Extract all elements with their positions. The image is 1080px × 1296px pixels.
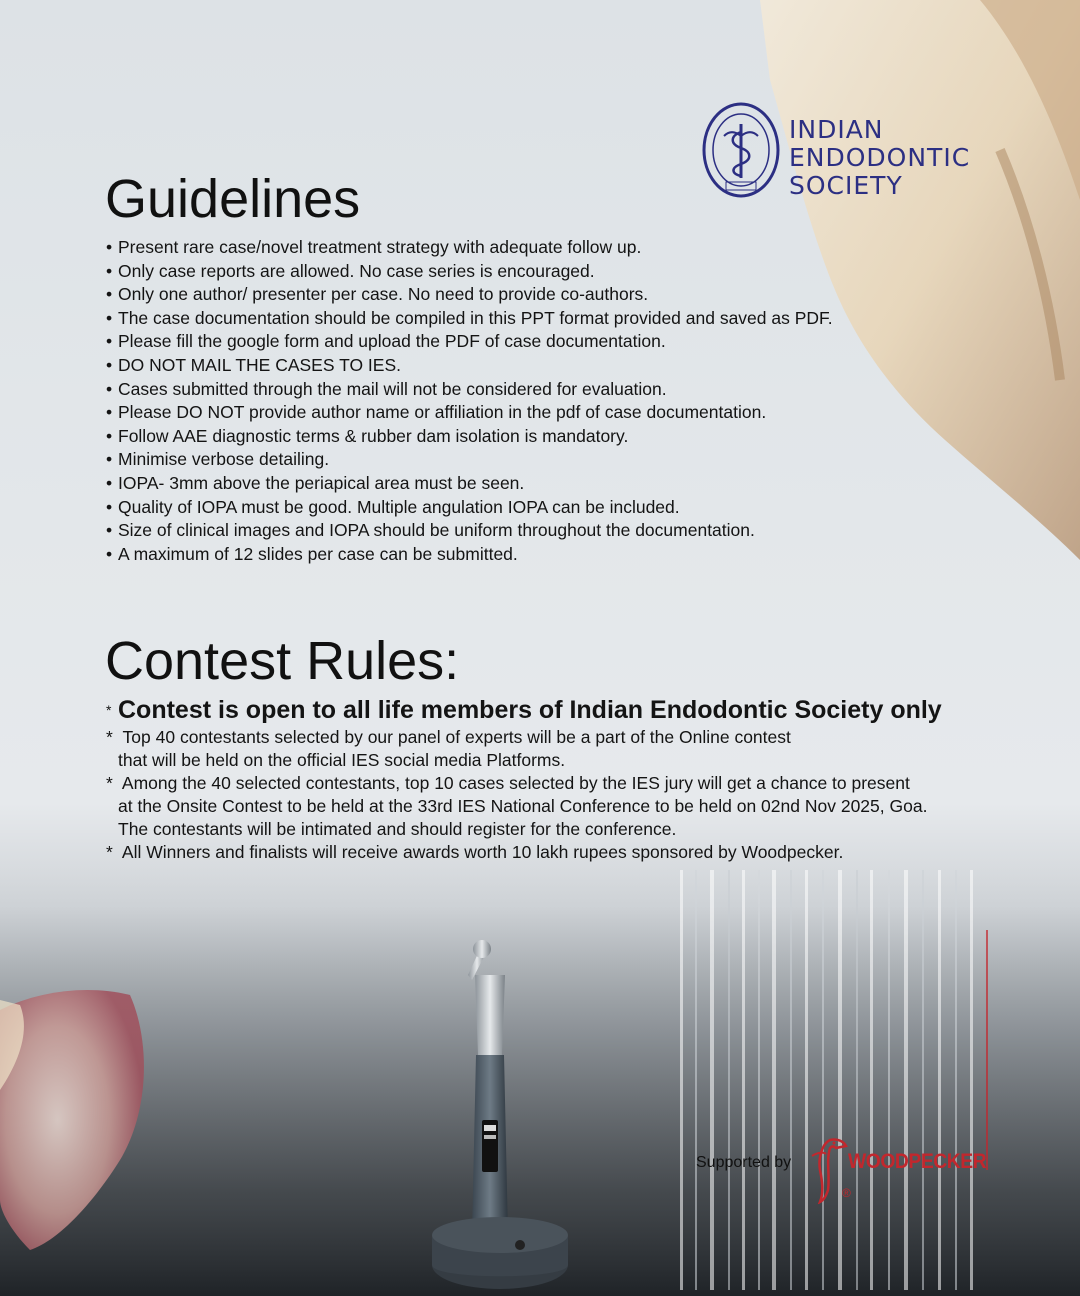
list-item: • Cases submitted through the mail will not be considered for evaluation. — [106, 378, 833, 402]
registered-mark: ® — [842, 1186, 851, 1200]
ies-seal-icon — [700, 92, 782, 212]
ies-logo — [700, 92, 990, 212]
logo-line-1: INDIAN — [789, 115, 884, 144]
rule-line: that will be held on the official IES social media Platforms. — [118, 750, 566, 770]
guidelines-list — [106, 236, 833, 566]
list-item: • IOPA- 3mm above the periapical area must be seen. — [106, 472, 833, 496]
rule-line: Top 40 contestants selected by our panel of experts will be a part of the Online contest — [122, 727, 791, 747]
list-item: • Only one author/ presenter per case. No need to provide co-authors. — [106, 283, 833, 307]
rule-line: All Winners and finalists will receive awards worth 10 lakh rupees sponsored by Woodpecker. — [121, 842, 844, 862]
guidelines-title: Guidelines — [105, 169, 361, 229]
list-item: • Only case reports are allowed. No case series is encouraged. — [106, 260, 833, 284]
list-item: • Follow AAE diagnostic terms & rubber dam isolation is mandatory. — [106, 425, 833, 449]
rule-line: The contestants will be intimated and should register for the conference. — [118, 819, 677, 839]
contest-rules-title: Contest Rules: — [105, 631, 460, 691]
list-item: • Quality of IOPA must be good. Multiple angulation IOPA can be included. — [106, 496, 833, 520]
woodpecker-wordmark: WOODPECKER — [848, 1150, 987, 1173]
sponsor-block — [696, 1130, 996, 1210]
contest-eligibility-rule: * Contest is open to all life members of Indian Endodontic Society only — [106, 694, 1036, 726]
supported-by-label: Supported by — [696, 1154, 792, 1171]
list-item: • Please DO NOT provide author name or affiliation in the pdf of case documentation. — [106, 401, 833, 425]
list-item: • DO NOT MAIL THE CASES TO IES. — [106, 354, 833, 378]
contest-rule — [106, 841, 1036, 864]
list-item: • Please fill the google form and upload the PDF of case documentation. — [106, 330, 833, 354]
contest-rule — [106, 772, 1036, 841]
list-item: • Present rare case/novel treatment strategy with adequate follow up. — [106, 236, 833, 260]
list-item: • Size of clinical images and IOPA should be uniform throughout the documentation. — [106, 519, 833, 543]
ies-wordmark — [789, 116, 970, 200]
endomotor-handpiece-illustration — [420, 935, 580, 1296]
rule-line: Among the 40 selected contestants, top 10 cases selected by the IES jury will get a chance to present — [121, 773, 910, 793]
rule-line: at the Onsite Contest to be held at the 33rd IES National Conference to be held on 02nd Nov 2025, Goa. — [118, 796, 928, 816]
list-item: • Minimise verbose detailing. — [106, 448, 833, 472]
logo-line-3: SOCIETY — [789, 171, 903, 200]
logo-line-2: ENDODONTIC — [789, 143, 971, 172]
contest-rule — [106, 726, 1036, 772]
list-item: • The case documentation should be compiled in this PPT format provided and saved as PDF. — [106, 307, 833, 331]
list-item: • A maximum of 12 slides per case can be submitted. — [106, 543, 833, 567]
contest-rules-list — [106, 694, 1036, 864]
